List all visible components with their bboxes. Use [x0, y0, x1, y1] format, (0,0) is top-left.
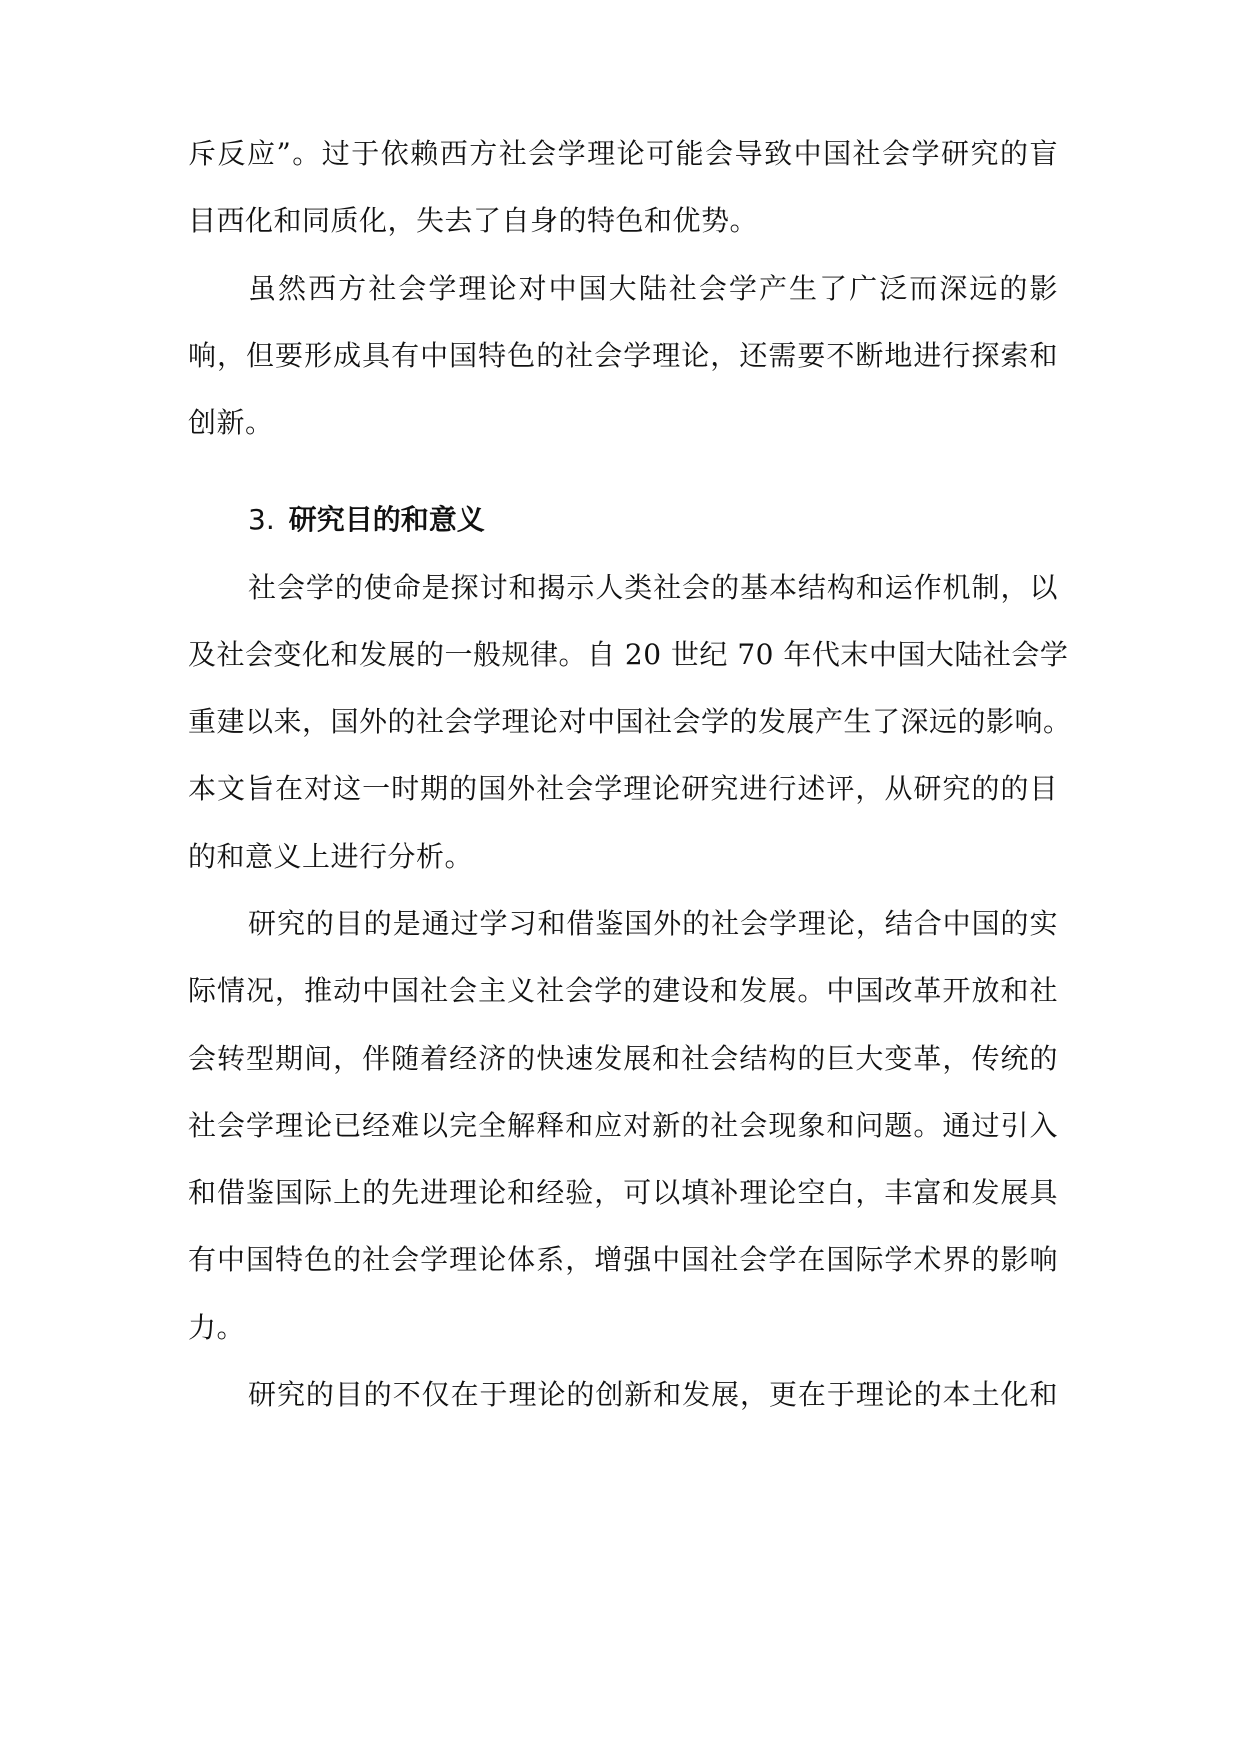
section-number: 3. — [248, 503, 275, 536]
body-text-line: 目西化和同质化，失去了自身的特色和优势。 — [188, 204, 759, 237]
body-text-line: 研究的目的是通过学习和借鉴国外的社会学理论，结合中国的实 — [248, 907, 1058, 940]
body-text-line: 及社会变化和发展的一般规律。自 20 世纪 70 年代末中国大陆社会学 — [188, 638, 1069, 671]
body-text-line: 和借鉴国际上的先进理论和经验，可以填补理论空白，丰富和发展具 — [188, 1176, 1058, 1209]
body-text-line: 社会学理论已经难以完全解释和应对新的社会现象和问题。通过引入 — [188, 1109, 1058, 1142]
body-text-line: 斥反应”。过于依赖西方社会学理论可能会导致中国社会学研究的盲 — [188, 137, 1058, 170]
body-text-line: 力。 — [188, 1311, 246, 1344]
body-text-line: 创新。 — [188, 406, 274, 439]
body-text-line: 的和意义上进行分析。 — [188, 840, 474, 873]
body-text-line: 际情况，推动中国社会主义社会学的建设和发展。中国改革开放和社 — [188, 974, 1058, 1007]
body-text-line: 重建以来，国外的社会学理论对中国社会学的发展产生了深远的影响。 — [188, 705, 1072, 738]
body-text-line: 有中国特色的社会学理论体系，增强中国社会学在国际学术界的影响 — [188, 1243, 1058, 1276]
body-text-line: 虽然西方社会学理论对中国大陆社会学产生了广泛而深远的影 — [248, 272, 1058, 305]
section-heading — [248, 492, 485, 548]
body-text-line: 响，但要形成具有中国特色的社会学理论，还需要不断地进行探索和 — [188, 339, 1058, 372]
body-text-line: 研究的目的不仅在于理论的创新和发展，更在于理论的本土化和 — [248, 1378, 1058, 1411]
body-text-line: 会转型期间，伴随着经济的快速发展和社会结构的巨大变革，传统的 — [188, 1042, 1058, 1075]
section-title: 研究目的和意义 — [288, 503, 485, 536]
body-text-line: 本文旨在对这一时期的国外社会学理论研究进行述评，从研究的的目 — [188, 772, 1058, 805]
body-text-line: 社会学的使命是探讨和揭示人类社会的基本结构和运作机制，以 — [248, 571, 1058, 604]
